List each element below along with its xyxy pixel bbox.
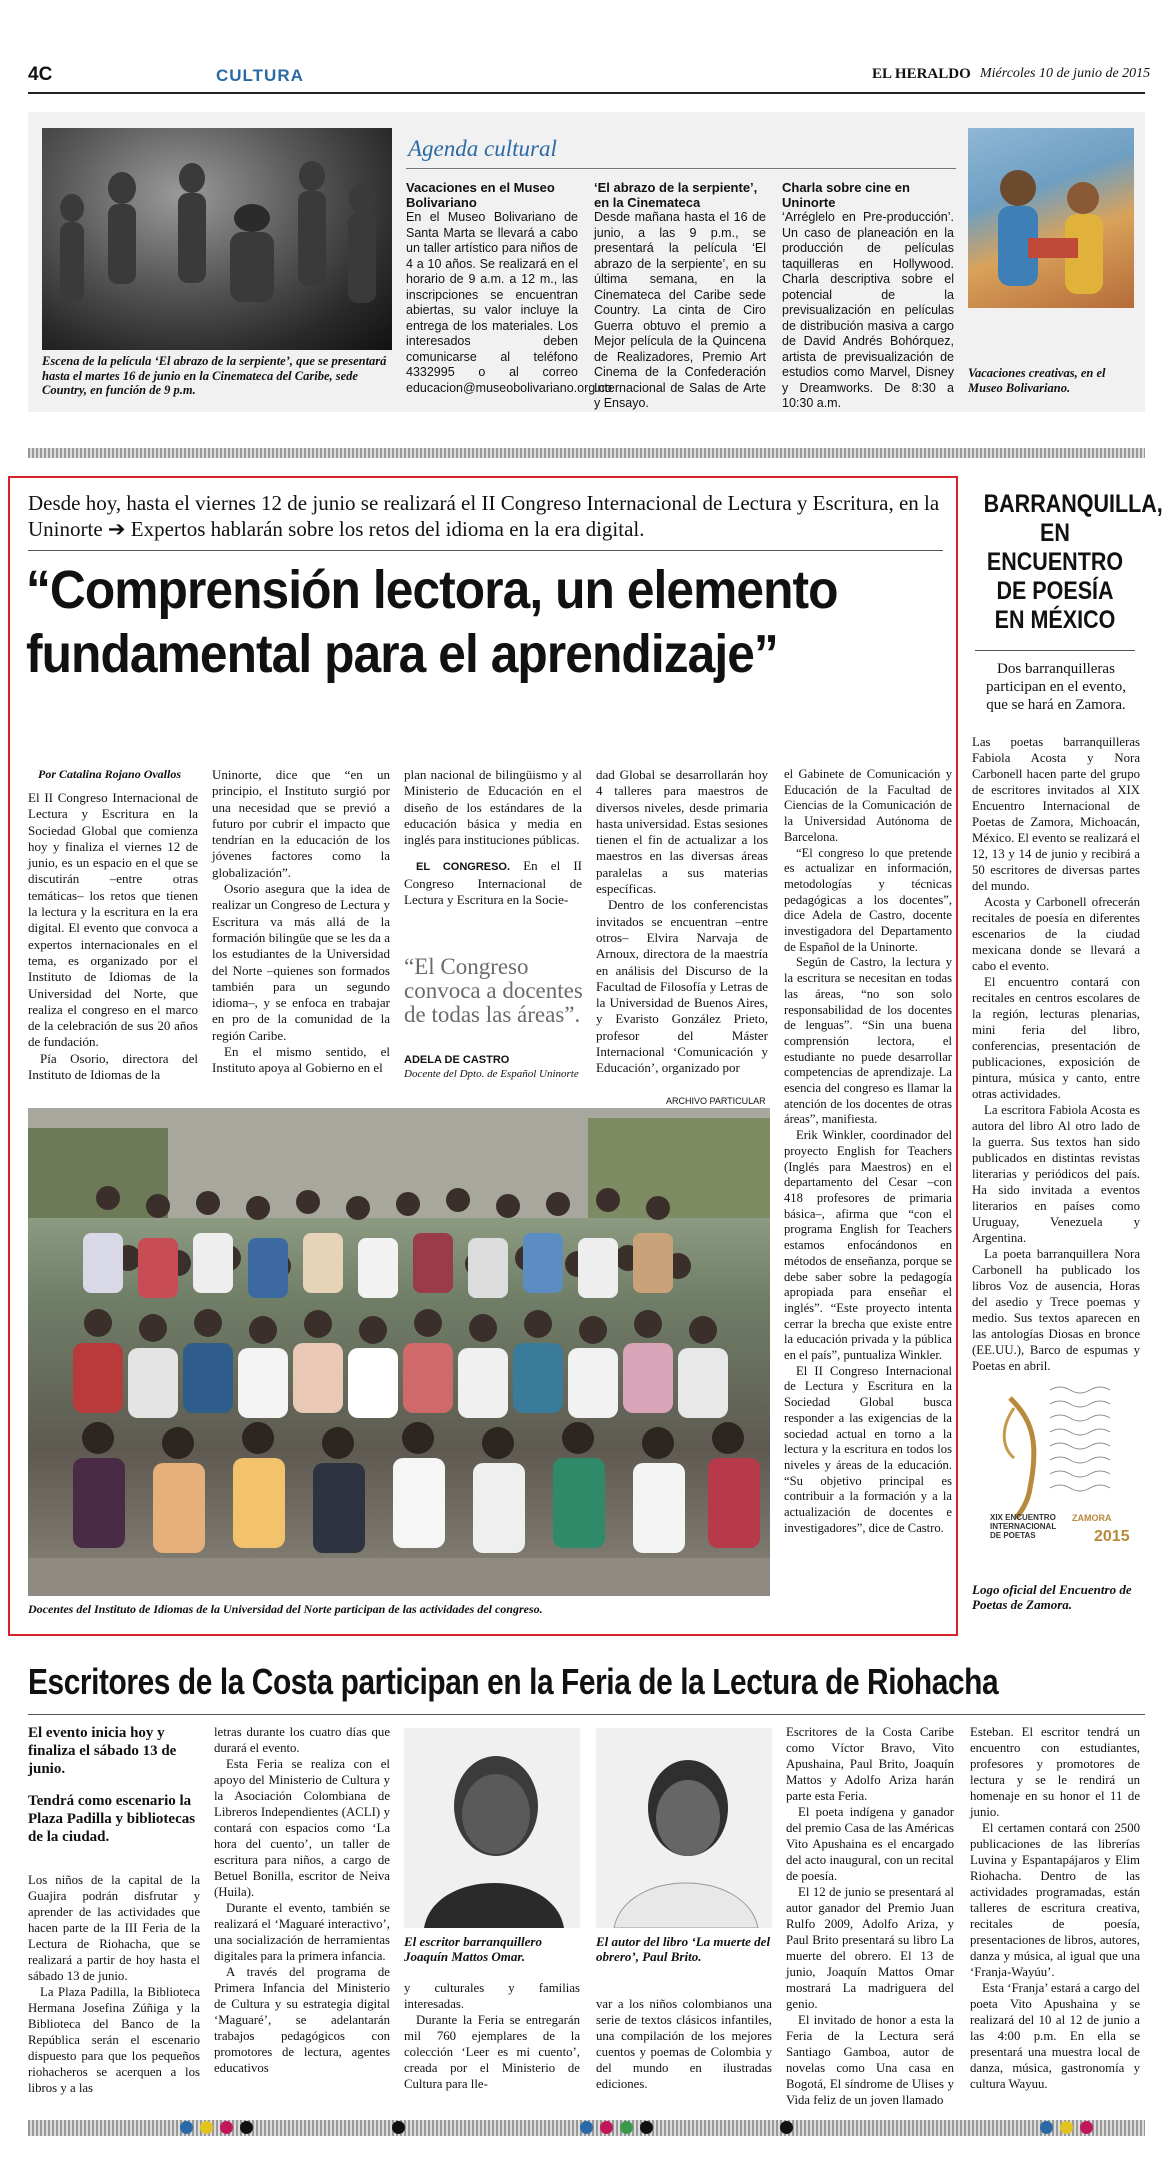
paper-name: EL HERALDO xyxy=(872,66,971,82)
color-dot xyxy=(780,2121,793,2134)
deck-rule xyxy=(28,550,943,551)
color-dot xyxy=(1080,2121,1093,2134)
paragraph: Osorio asegura que la idea de realizar un Congreso de Lectura y Escritura va más allá de la formación bilingüe que se les da a los estudiantes de la Universidad del Norte –quienes son formados también para un segundo idioma–, y se enfoca en trabajar en pro de la comunidad de la región Caribe. xyxy=(212,881,390,1043)
agenda-item-museum xyxy=(406,180,612,396)
riohacha-column-3 xyxy=(404,1980,580,2092)
paragraph: plan nacional de bilingüismo y al Ministerio de Educación en el diseño de los estándares de la educación básica y media en inglés para instituciones públicas. xyxy=(404,767,582,848)
paragraph: Las poetas barranquilleras Fabiola Acosta y Nora Carbonell hacen parte del grupo de escritores invitados al XIX Encuentro Internacional de Poetas de Zamora, Michoacán, México. El evento se realizará el 12, 13 y 14 de junio y recibirá a 50 escritores de diversas partes del mundo. xyxy=(972,735,1140,893)
paragraph: El II Congreso Internacional de Lectura y Escritura en la Sociedad Global que comienza hoy y finaliza el viernes 12 de junio, es un espacio en el que se discutirán –entre otras temáticas– los retos que tienen la lectura y la escritura en la era digital. El evento que convoca a expertos internacionales en el tema, es organizado por el Instituto de Idiomas de la Universidad del Norte, que realiza el congreso en el marco de la celebración de sus 20 años de fundación. xyxy=(28,790,198,1050)
paragraph: y culturales y familias interesadas. xyxy=(404,1981,580,2011)
agenda-title: Agenda cultural xyxy=(408,136,557,161)
pull-quote-role: Docente del Dpto. de Español Uninorte xyxy=(404,1068,579,1080)
mattos-caption: El escritor barranquillero Joaquín Mattos Omar. xyxy=(404,1934,542,1964)
photo-credit: ARCHIVO PARTICULAR xyxy=(666,1096,766,1106)
paragraph: Según de Castro, la lectura y la escritura se necesitan en todas las áreas, “no son solo responsabilidad de los docentes de lenguas”. “Sin una buena comprensión lectora, el estudiante no puede desarrollar competencias de aprendizaje. La esencia del congreso es llamar la atención de los docentes de otras áreas”, manifiesta. xyxy=(784,955,952,1127)
agenda-item-heading: ‘El abrazo de la serpiente’, en la Cinemateca xyxy=(594,180,758,210)
sidebar-rule xyxy=(975,650,1135,651)
paragraph: El invitado de honor a esta la Feria de la Lectura será Santiago Gamboa, autor de novelas como Una casa en Bogotá, El síndrome de Ulises y Vida feliz de un joven llamado xyxy=(786,2013,954,2107)
color-dot xyxy=(1060,2121,1073,2134)
paragraph: El poeta indígena y ganador del premio Casa de las Américas Vito Apushaina es el encargado del acto inaugural, con un recital de poesía. xyxy=(786,1805,954,1883)
color-dot xyxy=(180,2121,193,2134)
zamora-logo xyxy=(990,1378,1138,1578)
riohacha-column-4 xyxy=(596,1996,772,2092)
paragraph: Escritores de la Costa Caribe como Víctor Bravo, Vito Apushaina, Paul Brito, Joaquín Mattos y Adolfo Ariza harán parte esta Feria. xyxy=(786,1725,954,1803)
riohacha-kicker-1: El evento inicia hoy y finaliza el sábado 13 de junio. xyxy=(28,1725,177,1777)
logo-line: DE POETAS xyxy=(990,1531,1036,1540)
paragraph: Durante la Feria se entregarán mil 760 ejemplares de la colección ‘Leer es mi cuento’, creada por el Ministerio de Cultura para lle- xyxy=(404,2013,580,2091)
paragraph: letras durante los cuatro días que durará el evento. xyxy=(214,1725,390,1755)
color-dot xyxy=(392,2121,405,2134)
agenda-item-heading: Charla sobre cine en Uninorte xyxy=(782,180,910,210)
sidebar-headline: BARRANQUILLA, EN ENCUENTRO DE POESÍA EN MÉXICO xyxy=(983,490,1163,634)
agenda-title-rule xyxy=(406,168,956,169)
color-dot xyxy=(600,2121,613,2134)
byline: Por Catalina Rojano Ovallos xyxy=(38,767,182,781)
pull-quote-name: ADELA DE CASTRO xyxy=(404,1054,510,1066)
paragraph: El encuentro contará con recitales en centros escolares de la región, lecturas plenarias, mini feria del libro, conferencias, presentación de publicaciones, exposición de pintura, música y canto, entre otras actividades. xyxy=(972,975,1140,1101)
museum-kids-caption: Vacaciones creativas, en el Museo Bolivariano. xyxy=(968,366,1106,395)
film-still-photo xyxy=(42,128,392,350)
paragraph: La poeta barranquillera Nora Carbonell ha publicado los libros Voz de ausencia, Horas del asedio y Trece poemas y medio. Sus textos aparecen en las antologías Diosas en bronce (EE.UU.), Barco de espumas y Poetas en abril. xyxy=(972,1247,1140,1373)
article-headline: “Comprensión lectora, un elemento fundamental para el aprendizaje” xyxy=(26,560,838,684)
brito-portrait xyxy=(596,1728,772,1928)
paragraph: Esta ‘Franja’ estará a cargo del poeta Vito Apushaina y se realizará del 10 al 12 de junio a las 4:00 p.m. En ella se presentará una muestra local de danza, música, gastronomía y cultura Wayuu. xyxy=(970,1981,1140,2091)
pull-quote: “El Congreso convoca a docentes de todas las áreas”. xyxy=(404,954,583,1027)
paragraph: Los niños de la capital de la Guajira podrán disfrutar y aprender de las actividades que hacen parte de la III Feria de la Lectura de Riohacha, que se realizará a partir de hoy hasta el sábado 13 de junio. xyxy=(28,1873,200,1983)
brito-caption: El autor del libro ‘La muerte del obrero’, Paul Brito. xyxy=(596,1934,771,1964)
riohacha-kicker-box xyxy=(28,1724,198,1846)
riohacha-rule xyxy=(28,1714,1145,1715)
section-title: CULTURA xyxy=(216,66,304,85)
paragraph: En el mismo sentido, el Instituto apoya al Gobierno en el xyxy=(212,1044,390,1076)
color-dot xyxy=(580,2121,593,2134)
group-photo-caption: Docentes del Instituto de Idiomas de la Universidad del Norte participan de las actividades del congreso. xyxy=(28,1602,543,1616)
sidebar-deck: Dos barranquilleras participan en el evento, que se hará en Zamora. xyxy=(986,661,1126,713)
paragraph: Esteban. El escritor tendrá un encuentro con estudiantes, profesores y promotores de lectura y se le rendirá un homenaje en su honor el 11 de junio. xyxy=(970,1725,1140,1819)
page-number: 4C xyxy=(28,64,53,85)
agenda-item-uninorte xyxy=(782,180,954,412)
agenda-item-cinemateca xyxy=(594,180,766,412)
logo-city: ZAMORA xyxy=(1072,1513,1112,1523)
paragraph: Dentro de los conferencistas invitados se encuentran –entre otros– Elvira Narvaja de Arnoux, directora de la maestría en análisis del Discurso de la Facultad de Filosofía y Letras de la Universidad de Buenos Aires, y Evaristo González Prieto, profesor del Máster Internacional ‘Comunicación y Educación’, organizado por xyxy=(596,897,768,1076)
group-photo xyxy=(28,1108,770,1596)
mattos-portrait xyxy=(404,1728,580,1928)
paragraph: var a los niños colombianos una serie de textos clásicos infantiles, una compilación de los mejores cuentos y poemas de Colombia y del mundo en ilustradas ediciones. xyxy=(596,1997,772,2091)
paragraph: La escritora Fabiola Acosta es autora del libro Al otro lado de la guerra. Sus textos han sido publicados en distintas revistas literarias y periódicos del país. Ha sido invitada a eventos literarios en países como Uruguay, Venezuela y Argentina. xyxy=(972,1103,1140,1245)
paragraph: La Plaza Padilla, la Biblioteca Hermana Josefina Zúñiga y la Biblioteca del Banco de la República serán el escenario dispuesto para que los pequeños riohacheros se acerquen a los libros y a las xyxy=(28,1985,200,2095)
paragraph: Esta Feria se realiza con el apoyo del Ministerio de Cultura y la Asociación Colombiana de Libreros Independientes (ACLI) y contará con espacios como ‘La hora del cuento’, un taller de escritura para niños, a cargo de Betuel Bonilla, escritor de Neiva (Huila). xyxy=(214,1757,390,1899)
article-column-3 xyxy=(404,767,582,908)
paragraph: El 12 de junio se presentará al autor ganador del Premio Juan Rulfo 2009, Adolfo Ariza, y Paul Brito presentará su libro La muerte del obrero. El 13 de junio, Joaquín Mattos Omar mostrará La madriguera del genio. xyxy=(786,1885,954,2011)
paragraph: A través del programa de Primera Infancia del Ministerio de Cultura y su estrategia digital ‘Maguaré’, se adelantarán trabajos pedagógicos con promotores de lectura, agentes educativos xyxy=(214,1965,390,2075)
article-column-5 xyxy=(784,767,952,1536)
riohacha-column-5 xyxy=(786,1724,954,2108)
paragraph: Durante el evento, también se realizará el ‘Maguaré interactivo’, una socialización de herramientas digitales para la primera infancia. xyxy=(214,1901,390,1963)
riohacha-column-2 xyxy=(214,1724,390,2076)
paragraph: “El congreso lo que pretende es actualizar en información, metodologías y técnicas pedagógicas a los docentes”, dice Adela de Castro, docente investigadora del Departamento de Español de la Uninorte. xyxy=(784,845,952,954)
logo-line: XIX ENCUENTRO xyxy=(990,1513,1056,1522)
film-still-caption: Escena de la película ‘El abrazo de la serpiente’, que se presentará hasta el martes 16 de junio en la Cinemateca del Caribe, sede Country, en función de 9 p.m. xyxy=(42,354,387,397)
agenda-item-text: ‘Arréglelo en Pre-producción’. Un caso de planeación en la producción de películas taquilleras en Hollywood. Charla descriptiva sobre el potencial de la previsualización en películas de distribución masiva a cargo de David Andrés Bohórquez, artista de previsualización de estudios como Marvel, Disney y Dreamworks. De 8:30 a 10:30 a.m. xyxy=(782,210,954,410)
color-dot xyxy=(640,2121,653,2134)
paragraph: Acosta y Carbonell ofrecerán recitales de poesía en diferentes escenarios de la ciudad mexicana donde se llevará a cabo el evento. xyxy=(972,895,1140,973)
paragraph: dad Global se desarrollarán hoy 4 talleres para maestros de diversos niveles, desde primaria hasta universidad. Estas sesiones tienen el fin de actualizar a los maestros en las diversas áreas paralelas a sus materias específicas. xyxy=(596,767,768,897)
issue-date: Miércoles 10 de junio de 2015 xyxy=(980,66,1151,81)
paragraph: Erik Winkler, coordinador del proyecto English for Teachers (Inglés para Maestros) en el departamento del Cesar –con 418 profesores de primaria básica–, afirma que “con el programa English for Teachers estamos enfocándonos en métodos de enseñanza, porque se debe saber sobre la pedagogía apropiada para enseñar el inglés”. “Este proyecto intenta cerrar la brecha que existe entre la educación privada y la pública en el país”, puntualiza Winkler. xyxy=(784,1128,952,1363)
riohacha-headline: Escritores de la Costa participan en la Feria de la Lectura de Riohacha xyxy=(28,1661,999,1702)
article-column-4 xyxy=(596,767,768,1077)
agenda-item-text: En el Museo Bolivariano de Santa Marta se llevará a cabo un taller artístico para niños de 4 a 10 años. Se realizará en el horario de 9 a.m. a 12 m., las inscripciones se encuentran abiertas, su valor incluye la entrega de los materiales. Los interesados deben comunicarse al teléfono 4332995 o al correo educacion@museobolivariano.org.co xyxy=(406,210,612,395)
color-dot xyxy=(1040,2121,1053,2134)
agenda-item-heading: Vacaciones en el Museo Bolivariano xyxy=(406,180,555,210)
paragraph xyxy=(404,858,582,908)
agenda-item-text: Desde mañana hasta el 16 de junio, a las 9 p.m., se presentará la película ‘El abrazo de la serpiente’, en su última semana, en la Cinemateca del Caribe sede Country. La cinta de Ciro Guerra obtuvo el premio a Mejor película de la Quincena de Realizadores, Premio Art Cinema de la Confederación Internacional de Salas de Arte y Ensayo. xyxy=(594,210,766,410)
riohacha-column-1 xyxy=(28,1872,200,2096)
header-rule xyxy=(28,92,1145,94)
riohacha-column-6 xyxy=(970,1724,1140,2092)
section-kicker: EL CONGRESO. xyxy=(416,861,511,874)
paragraph: El II Congreso Internacional de Lectura y Escritura en la Sociedad Global busca responder a las exigencias de la sociedad actual en torno a la lectura y la escritura en todos los niveles y áreas de la educación. “Su objetivo principal es contribuir a la formación y a la actualización de docentes e investigadores”, dice de Castro. xyxy=(784,1363,952,1535)
color-dot xyxy=(200,2121,213,2134)
poetry-script-icon xyxy=(990,1378,1138,1578)
article-column-2 xyxy=(212,767,390,1077)
logo-year: 2015 xyxy=(1094,1528,1130,1545)
paragraph: el Gabinete de Comunicación y Educación de la Facultad de Ciencias de la Comunicación de la Universidad Autónoma de Barcelona. xyxy=(784,767,952,844)
paragraph: Uninorte, dice que “en un principio, el Instituto surgió por una necesidad que se previó a futuro por cubrir el impacto que tendrían en la educación de los jóvenes factores como la globalización”. xyxy=(212,767,390,880)
article-column-1 xyxy=(28,790,198,1083)
museum-kids-photo xyxy=(968,128,1134,308)
color-dot xyxy=(620,2121,633,2134)
logo-caption: Logo oficial del Encuentro de Poetas de Zamora. xyxy=(972,1582,1132,1612)
section-divider xyxy=(28,448,1145,458)
color-dot xyxy=(240,2121,253,2134)
paragraph-text: En el II Congreso Internacional de Lectura y Escritura en la Socie- xyxy=(404,858,582,908)
riohacha-kicker-2: Tendrá como escenario la Plaza Padilla y bibliotecas de la ciudad. xyxy=(28,1793,196,1845)
paragraph: El certamen contará con 2500 publicaciones de las librerías Luvina y Espantapájaros y Elim Riohacha. Dentro de las actividades programadas, están talleres de escritura creativa, recitales de poesía, presentaciones de libros, autores, danza y música, al igual que una ‘Franja-Wayúu’. xyxy=(970,1821,1140,1979)
paragraph: Pía Osorio, directora del Instituto de Idiomas de la xyxy=(28,1050,198,1083)
logo-line: INTERNACIONAL xyxy=(990,1522,1057,1531)
sidebar-body xyxy=(972,734,1140,1374)
logo-text xyxy=(990,1513,1070,1540)
article-deck: Desde hoy, hasta el viernes 12 de junio se realizará el II Congreso Internacional de Lectura y Escritura, en la Uninorte ➔ Expertos hablarán sobre los retos del idioma en la era digital. xyxy=(28,491,940,541)
color-dot xyxy=(220,2121,233,2134)
